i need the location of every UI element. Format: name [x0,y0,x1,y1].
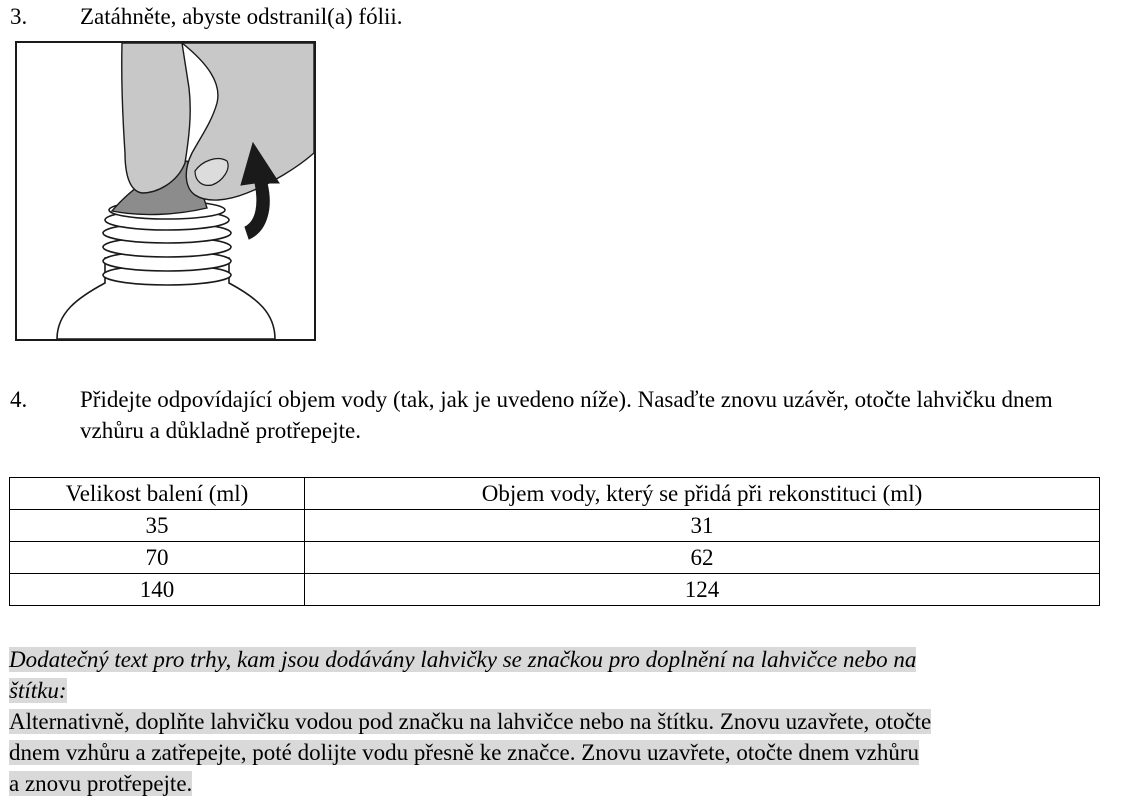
step-3 [10,1,1110,32]
table-row [10,510,1100,542]
header-water-volume: Objem vody, který se přidá při rekonstituci (ml) [305,478,1100,510]
note-heading-line-2: štítku: [9,678,67,703]
water-volume-cell: 124 [305,574,1100,606]
note-body-line-3: a znovu protřepejte. [9,771,193,796]
water-volume-cell: 31 [305,510,1100,542]
pack-size-cell: 70 [10,542,305,574]
note-body-line-2: dnem vzhůru a zatřepejte, poté dolijte vodu přesně ke značce. Znovu uzavřete, otočte dnem vzhůru [9,740,920,765]
step-3-text: Zatáhněte, abyste odstranil(a) fólii. [80,4,403,29]
table-header-row [10,478,1100,510]
reconstitution-volume-table [9,477,1100,606]
step-4-text: Přidejte odpovídající objem vody (tak, jak je uvedeno níže). Nasaďte znovu uzávěr, otočte lahvičku dnem vzhůru a důkladně protřepejte. [80,387,1053,443]
step-4-number: 4. [10,387,28,412]
table-row [10,574,1100,606]
additional-market-note-body [9,706,1109,799]
step-3-number: 3. [10,4,28,29]
water-volume-cell: 62 [305,542,1100,574]
additional-market-note-heading [9,644,1109,706]
note-heading-line-1: Dodatečný text pro trhy, kam jsou dodávány lahvičky se značkou pro doplnění na lahvičce nebo na [9,647,917,672]
pack-size-cell: 140 [10,574,305,606]
table-row [10,542,1100,574]
header-pack-size: Velikost balení (ml) [10,478,305,510]
step-4 [10,384,1120,446]
peel-foil-illustration [15,41,316,341]
note-body-line-1: Alternativně, doplňte lahvičku vodou pod značku na lahvičce nebo na štítku. Znovu uzavřete, otočte [9,709,932,734]
bottle-threads [103,210,231,285]
bottle-foil-drawing [17,43,314,339]
pack-size-cell: 35 [10,510,305,542]
index-finger [122,43,190,193]
